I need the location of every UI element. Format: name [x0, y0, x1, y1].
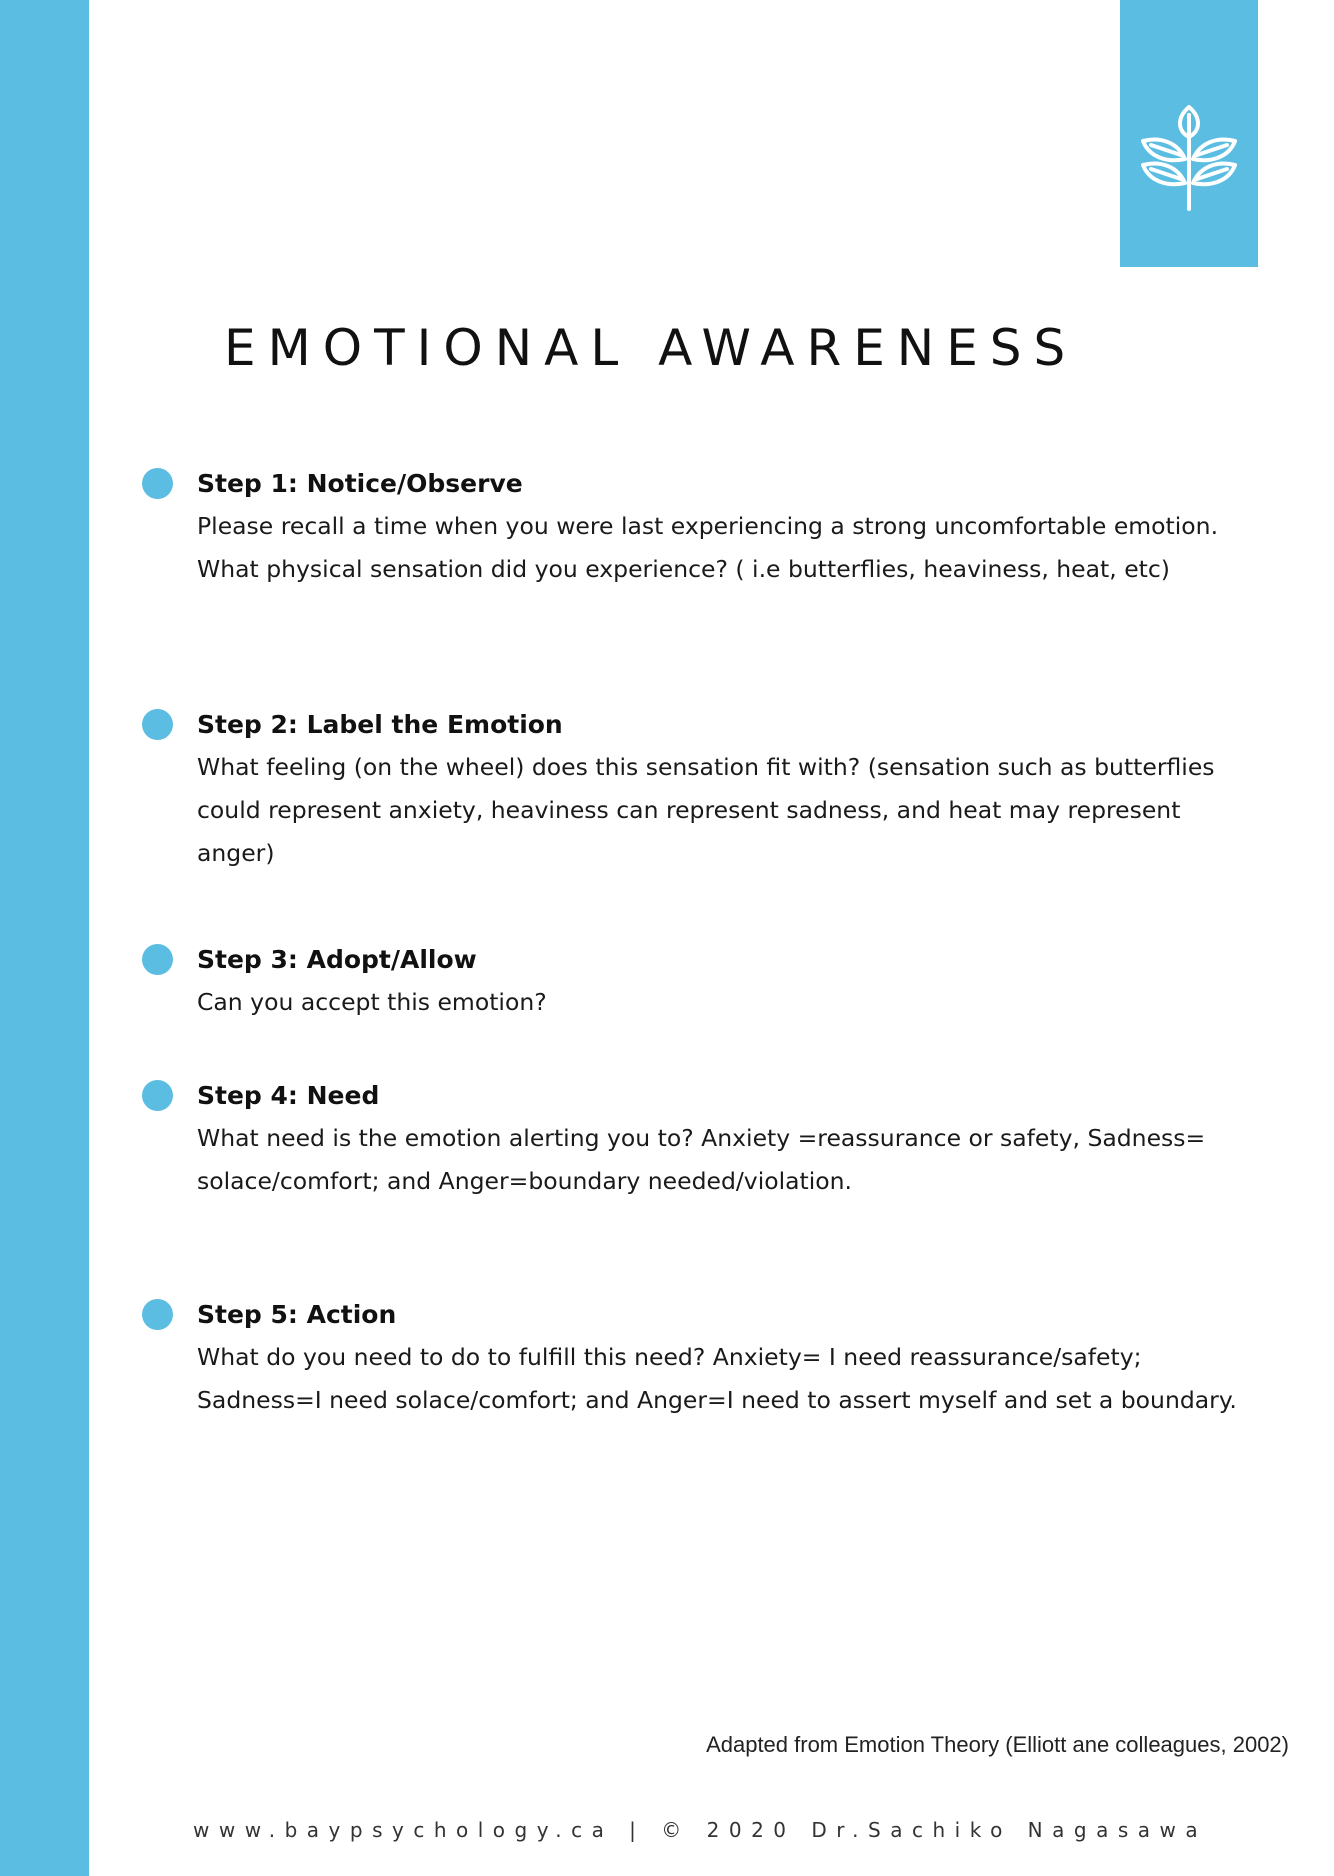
source-credit: Adapted from Emotion Theory (Elliott ane colleagues, 2002): [706, 1732, 1289, 1757]
step-description: What feeling (on the wheel) does this sensation fit with? (sensation such as butterflies could represent anxiety, heaviness can represent sadness, and heat may represent anger): [197, 753, 1215, 867]
left-accent-bar: [0, 0, 89, 1876]
step-description: What do you need to do to fulfill this need? Anxiety= I need reassurance/safety; Sadness=I need solace/comfort; and Anger=I need to assert myself and set a boundary.: [197, 1343, 1237, 1414]
step-item: [142, 938, 1242, 1024]
logo-badge: [1120, 0, 1258, 267]
step-title: Step 2: Label the Emotion: [197, 710, 563, 739]
bullet-dot-icon: [142, 468, 173, 499]
step-description: What need is the emotion alerting you to? Anxiety =reassurance or safety, Sadness= solace/comfort; and Anger=boundary needed/violation.: [197, 1124, 1206, 1195]
step-title: Step 4: Need: [197, 1081, 380, 1110]
bullet-dot-icon: [142, 709, 173, 740]
step-item: [142, 703, 1242, 875]
step-item: [142, 1074, 1242, 1203]
step-description: Can you accept this emotion?: [197, 988, 547, 1016]
step-item: [142, 1293, 1242, 1422]
footer-website-copyright: www.baypsychology.ca | © 2020 Dr.Sachiko Nagasawa: [193, 1818, 1208, 1842]
step-title: Step 1: Notice/Observe: [197, 469, 523, 498]
step-item: [142, 462, 1242, 591]
step-description: Please recall a time when you were last experiencing a strong uncomfortable emotion. What physical sensation did you experience? ( i.e butterflies, heaviness, heat, etc): [197, 512, 1219, 583]
step-title: Step 3: Adopt/Allow: [197, 945, 477, 974]
bullet-dot-icon: [142, 1299, 173, 1330]
page-title: EMOTIONAL AWARENESS: [224, 319, 1078, 377]
bullet-dot-icon: [142, 944, 173, 975]
bullet-dot-icon: [142, 1080, 173, 1111]
leaf-sprig-icon: [1137, 103, 1241, 211]
step-title: Step 5: Action: [197, 1300, 397, 1329]
